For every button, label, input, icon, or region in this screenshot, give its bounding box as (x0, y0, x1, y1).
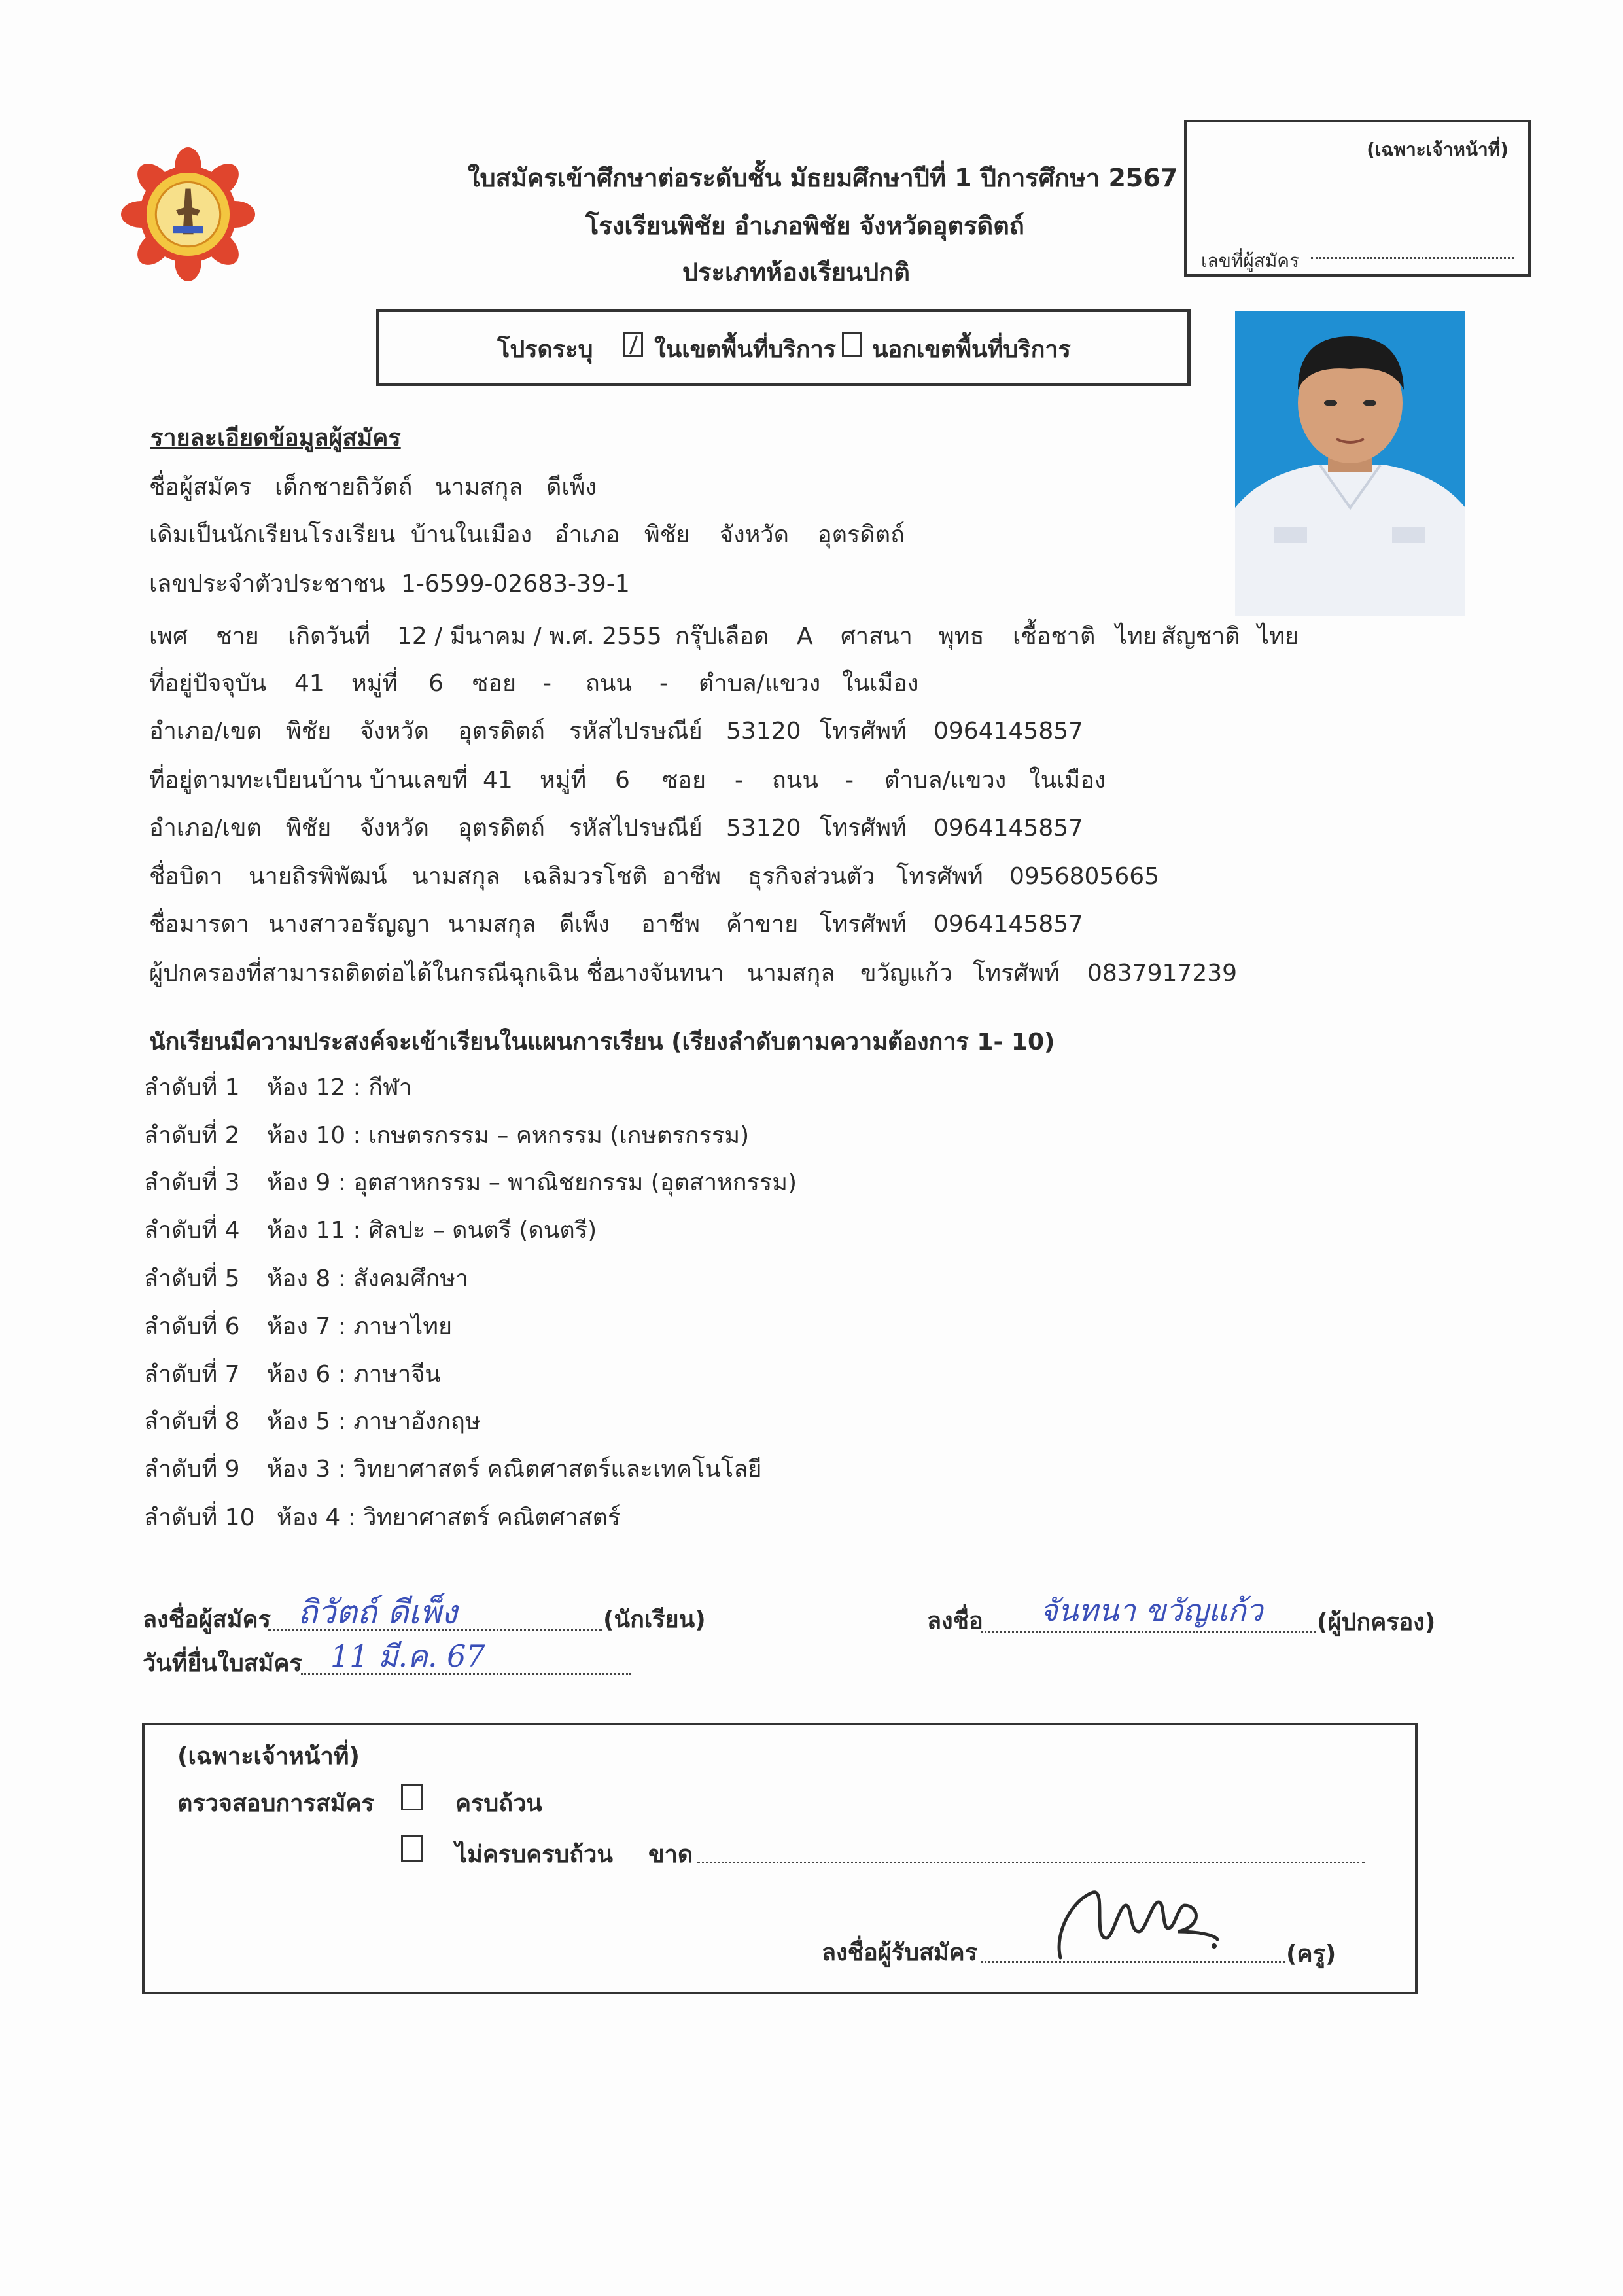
plan-rank: ลำดับที่ 7 (144, 1361, 240, 1388)
current-soi: - (543, 670, 551, 697)
current-subdistrict-label: ตำบล/แขวง (699, 670, 821, 697)
registered-address-label: ที่อยู่ตามทะเบียนบ้าน บ้านเลขที่ (149, 767, 468, 794)
race-label: เชื้อชาติ (1013, 623, 1096, 650)
applicant-name-label: ชื่อผู้สมัคร (149, 474, 252, 501)
registered-province-label: จังหวัด (360, 815, 429, 841)
zone-label: โปรดระบุ (497, 336, 593, 363)
missing-label: ขาด (648, 1841, 693, 1868)
guardian-phone-label: โทรศัพท์ (973, 960, 1060, 987)
plan-room: ห้อง 6 : ภาษาจีน (267, 1361, 441, 1388)
current-phone-label: โทรศัพท์ (820, 718, 907, 745)
registered-moo: 6 (615, 767, 630, 794)
prev-province-label: จังหวัด (720, 521, 789, 548)
nationality-label: สัญชาติ (1161, 623, 1240, 650)
registered-soi-label: ซอย (662, 767, 707, 794)
current-address-label: ที่อยู่ปัจจุบัน (149, 670, 266, 697)
incomplete-checkbox[interactable] (401, 1835, 423, 1862)
registered-postcode: 53120 (726, 815, 801, 841)
plans-title: นักเรียนมีความประสงค์จะเข้าเรียนในแผนการเรียน (เรียงลำดับตามความต้องการ 1- 10) (149, 1029, 1055, 1055)
mother-phone-label: โทรศัพท์ (820, 911, 907, 938)
applicant-name: เด็กชายถิวัตถ์ (275, 474, 413, 501)
registered-phone-label: โทรศัพท์ (820, 815, 907, 841)
applicant-surname-label: นามสกุล (435, 474, 523, 501)
mother-surname: ดีเพ็ง (559, 911, 610, 938)
officer-title: (เฉพาะเจ้าหน้าที่) (177, 1743, 360, 1770)
registered-subdistrict-label: ตำบล/แขวง (884, 767, 1007, 794)
sex-label: เพศ (149, 623, 188, 650)
applicant-sign-label: ลงชื่อผู้สมัคร (143, 1606, 271, 1633)
staff-only-box (1184, 120, 1531, 277)
registered-road: - (845, 767, 854, 794)
father-label: ชื่อบิดา (149, 863, 223, 890)
registered-moo-label: หมู่ที่ (540, 767, 587, 794)
plan-rank: ลำดับที่ 2 (144, 1122, 240, 1149)
prev-district: พิชัย (644, 521, 690, 548)
complete-label: ครบถ้วน (455, 1790, 542, 1817)
plan-rank: ลำดับที่ 1 (144, 1074, 240, 1101)
registered-house-no: 41 (483, 767, 513, 794)
current-postcode-label: รหัสไปรษณีย์ (569, 718, 703, 745)
plan-rank: ลำดับที่ 9 (144, 1456, 240, 1483)
applicant-sign-suffix: (นักเรียน) (603, 1606, 706, 1633)
current-district-label: อำเภอ/เขต (149, 718, 262, 745)
applicant-signature: ถิวัตถ์ ดีเพ็ง (298, 1593, 457, 1631)
guardian-surname: ขวัญแก้ว (860, 960, 952, 987)
current-moo-label: หมู่ที่ (351, 670, 398, 697)
plan-room: ห้อง 12 : กีฬา (267, 1074, 412, 1101)
plan-room: ห้อง 4 : วิทยาศาสตร์ คณิตศาสตร์ (277, 1504, 621, 1531)
plan-rank: ลำดับที่ 8 (144, 1408, 240, 1435)
plan-rank: ลำดับที่ 6 (144, 1313, 240, 1340)
guardian-surname-label: นามสกุล (747, 960, 835, 987)
mother-job-label: อาชีพ (641, 911, 700, 938)
plan-rank: ลำดับที่ 3 (144, 1169, 240, 1196)
receiver-signature (1047, 1866, 1230, 1964)
check-label: ตรวจสอบการสมัคร (177, 1790, 374, 1817)
race: ไทย (1115, 623, 1157, 650)
id-number: 1-6599-02683-39-1 (401, 571, 630, 597)
prev-school-label: เดิมเป็นนักเรียนโรงเรียน (149, 521, 396, 548)
school-logo (121, 147, 255, 281)
nationality: ไทย (1257, 623, 1299, 650)
guardian-label: ผู้ปกครองที่สามารถติดต่อได้ในกรณีฉุกเฉิน ชื่อ (149, 960, 617, 987)
guardian-name: นางจันทนา (608, 960, 724, 987)
blood-label: กรุ๊ปเลือด (675, 623, 769, 650)
plan-room: ห้อง 3 : วิทยาศาสตร์ คณิตศาสตร์และเทคโนโลยี (267, 1456, 762, 1483)
guardian-sign-label: ลงชื่อ (927, 1608, 983, 1634)
current-road-label: ถนน (585, 670, 633, 697)
registered-road-label: ถนน (772, 767, 819, 794)
plan-room: ห้อง 11 : ศิลปะ – ดนตรี (ดนตรี) (267, 1217, 597, 1244)
current-subdistrict: ในเมือง (842, 670, 919, 697)
complete-checkbox[interactable] (401, 1784, 423, 1810)
plan-room: ห้อง 8 : สังคมศึกษา (267, 1265, 469, 1292)
registered-subdistrict: ในเมือง (1029, 767, 1106, 794)
registered-district-label: อำเภอ/เขต (149, 815, 262, 841)
current-phone: 0964145857 (934, 718, 1084, 745)
blood-type: A (797, 623, 813, 650)
service-zone-box (376, 309, 1191, 386)
officer-box (142, 1723, 1418, 1994)
plan-room: ห้อง 10 : เกษตรกรรม – คหกรรม (เกษตรกรรม) (267, 1122, 750, 1149)
plan-rank: ลำดับที่ 10 (144, 1504, 255, 1531)
registered-postcode-label: รหัสไปรษณีย์ (569, 815, 703, 841)
classroom-type: ประเภทห้องเรียนปกติ (682, 258, 910, 287)
school-name: โรงเรียนพิชัย อำเภอพิชัย จังหวัดอุตรดิตถ์ (585, 211, 1024, 240)
staff-only-label: (เฉพาะเจ้าหน้าที่) (1367, 139, 1509, 160)
guardian-signature: จันทนา ขวัญแก้ว (1040, 1593, 1263, 1628)
zone-out-checkbox[interactable] (842, 332, 862, 357)
missing-items-line[interactable] (697, 1862, 1365, 1863)
guardian-sign-suffix: (ผู้ปกครอง) (1317, 1609, 1436, 1636)
mother-job: ค้าขาย (726, 911, 799, 938)
dob-label: เกิดวันที่ (288, 623, 371, 650)
receiver-sign-suffix: (ครู) (1286, 1941, 1336, 1968)
mother-surname-label: นามสกุล (448, 911, 536, 938)
registered-soi: - (735, 767, 743, 794)
application-number-label: เลขที่ผู้สมัคร (1201, 250, 1300, 272)
current-province-label: จังหวัด (360, 718, 429, 745)
receiver-sign-label: ลงชื่อผู้รับสมัคร (822, 1939, 978, 1966)
current-house-no: 41 (294, 670, 324, 697)
sex: ชาย (216, 623, 259, 650)
prev-province: อุตรดิตถ์ (818, 521, 905, 548)
id-label: เลขประจำตัวประชาชน (149, 571, 385, 597)
zone-in-checkbox[interactable] (623, 332, 643, 357)
prev-school: บ้านในเมือง (411, 521, 532, 548)
submit-date-label: วันที่ยื่นใบสมัคร (143, 1650, 302, 1677)
mother-label: ชื่อมารดา (149, 911, 249, 938)
form-title: ใบสมัครเข้าศึกษาต่อระดับชั้น มัธยมศึกษาปีที่ 1 ปีการศึกษา 2567 (468, 164, 1178, 192)
dob: 12 / มีนาคม / พ.ศ. 2555 (397, 623, 662, 650)
guardian-phone: 0837917239 (1087, 960, 1238, 987)
father-phone-label: โทรศัพท์ (896, 863, 983, 890)
plan-room: ห้อง 5 : ภาษาอังกฤษ (267, 1408, 481, 1435)
registered-phone: 0964145857 (934, 815, 1084, 841)
applicant-surname: ดีเพ็ง (546, 474, 597, 501)
registered-district: พิชัย (286, 815, 332, 841)
mother-name: นางสาวอรัญญา (268, 911, 430, 938)
religion: พุทธ (939, 623, 985, 650)
plan-rank: ลำดับที่ 5 (144, 1265, 240, 1292)
submit-date-value: 11 มี.ค. 67 (330, 1638, 485, 1674)
applicant-photo (1235, 311, 1465, 616)
plan-room: ห้อง 7 : ภาษาไทย (267, 1313, 453, 1340)
registered-province: อุตรดิตถ์ (458, 815, 545, 841)
religion-label: ศาสนา (841, 623, 913, 650)
current-district: พิชัย (286, 718, 332, 745)
father-surname-label: นามสกุล (412, 863, 500, 890)
father-job-label: อาชีพ (662, 863, 721, 890)
father-job: ธุรกิจส่วนตัว (748, 863, 875, 890)
current-road: - (659, 670, 668, 697)
current-postcode: 53120 (726, 718, 801, 745)
mother-phone: 0964145857 (934, 911, 1084, 938)
father-phone: 0956805665 (1009, 863, 1160, 890)
plan-room: ห้อง 9 : อุตสาหกรรม – พาณิชยกรรม (อุตสาหกรรม) (267, 1169, 797, 1196)
father-name: นายถิรพิพัฒน์ (249, 863, 387, 890)
prev-district-label: อำเภอ (555, 521, 620, 548)
application-number-field[interactable] (1311, 257, 1514, 259)
incomplete-label: ไม่ครบครบถ้วน (455, 1841, 613, 1868)
current-province: อุตรดิตถ์ (458, 718, 545, 745)
current-soi-label: ซอย (472, 670, 517, 697)
father-surname: เฉลิมวรโชติ (523, 863, 648, 890)
zone-out-label: นอกเขตพื้นที่บริการ (872, 336, 1071, 363)
plan-rank: ลำดับที่ 4 (144, 1217, 240, 1244)
section-title: รายละเอียดข้อมูลผู้สมัคร (150, 425, 401, 451)
zone-in-label: ในเขตพื้นที่บริการ (654, 336, 837, 363)
current-moo: 6 (428, 670, 444, 697)
